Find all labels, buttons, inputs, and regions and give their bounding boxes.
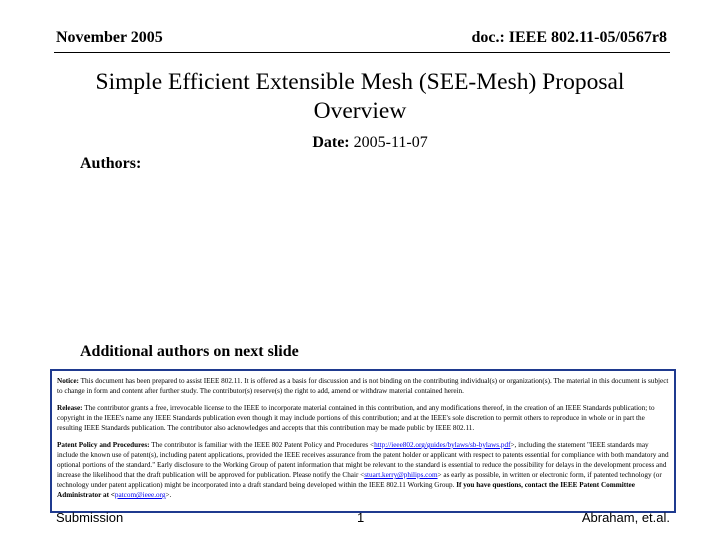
slide-title [40, 68, 680, 126]
patent-text-1: The contributor is familiar with the IEEE 802 Patent Policy and Procedures < [151, 441, 375, 449]
date-label: Date: [312, 134, 350, 151]
patent-paragraph [57, 440, 669, 500]
questions-end: >. [165, 491, 172, 499]
patent-policy-link[interactable]: http://ieee802.org/guides/bylaws/sb-bylaws.pdf [374, 441, 511, 449]
patent-text-3: > as early as possible, in written or electronic form, if patented technology (or technology under patent application) might be incorporated into a draft standard being developed within the IEEE 802.11 Working Group. [57, 471, 662, 489]
date-line [0, 134, 720, 152]
notice-paragraph [57, 376, 669, 396]
title-line-1: Simple Efficient Extensible Mesh (SEE-Mesh) Proposal [95, 69, 625, 95]
date-value: 2005-11-07 [353, 134, 428, 151]
release-paragraph [57, 403, 669, 433]
header-date: November 2005 [56, 29, 163, 46]
notice-label: Notice: [57, 377, 79, 385]
notice-box [50, 369, 676, 513]
authors-label: Authors: [80, 155, 142, 172]
chair-email-link[interactable]: stuart.kerry@philips.com [364, 471, 438, 479]
title-line-2: Overview [313, 98, 407, 124]
footer-page-number: 1 [357, 510, 365, 525]
footer-author: Abraham, et.al. [581, 510, 670, 525]
additional-authors-note: Additional authors on next slide [80, 343, 299, 360]
release-text: The contributor grants a free, irrevocable license to the IEEE to incorporate material contained in this contribution, and any modifications thereof, in the creation of an IEEE Standards publication; to copyright in the IEEE's name any IEEE Standards publication even though it may include portions of this contribution; and at the IEEE's sole discretion to permit others to reproduce in whole or in part the resulting IEEE Standards publication. The contributor also acknowledges and accepts that this contribution may be made public by IEEE 802.11. [57, 404, 655, 432]
header-doc-id: doc.: IEEE 802.11-05/0567r8 [471, 29, 667, 46]
patent-label: Patent Policy and Procedures: [57, 441, 150, 449]
header-divider [54, 52, 670, 53]
notice-text: This document has been prepared to assist IEEE 802.11. It is offered as a basis for discussion and is not binding on the contributing individual(s) or organization(s). The material in this document is subject to change in form and content after further study. The contributor(s) reserve(s) the right to add, amend or withdraw material contained herein. [57, 377, 669, 395]
admin-email-link[interactable]: patcom@ieee.org [114, 491, 166, 499]
release-label: Release: [57, 404, 83, 412]
questions-text: If you have questions, contact the IEEE Patent Committee Administrator at < [57, 481, 635, 499]
patent-text-2: >, including the statement "IEEE standards may include the known use of patent(s), including patent applications, provided the IEEE receives assurance from the patent holder or applicant with respect to patents essential for compliance with both mandatory and optional portions of the standard." Early disclosure to the Working Group of patent information that might be relevant to the standard is essential to reduce the possibility for delays in the development process and increase the likelihood that the draft publication will be approved for publication. Please notify the Chair < [57, 441, 669, 479]
footer-submission: Submission [56, 510, 124, 525]
